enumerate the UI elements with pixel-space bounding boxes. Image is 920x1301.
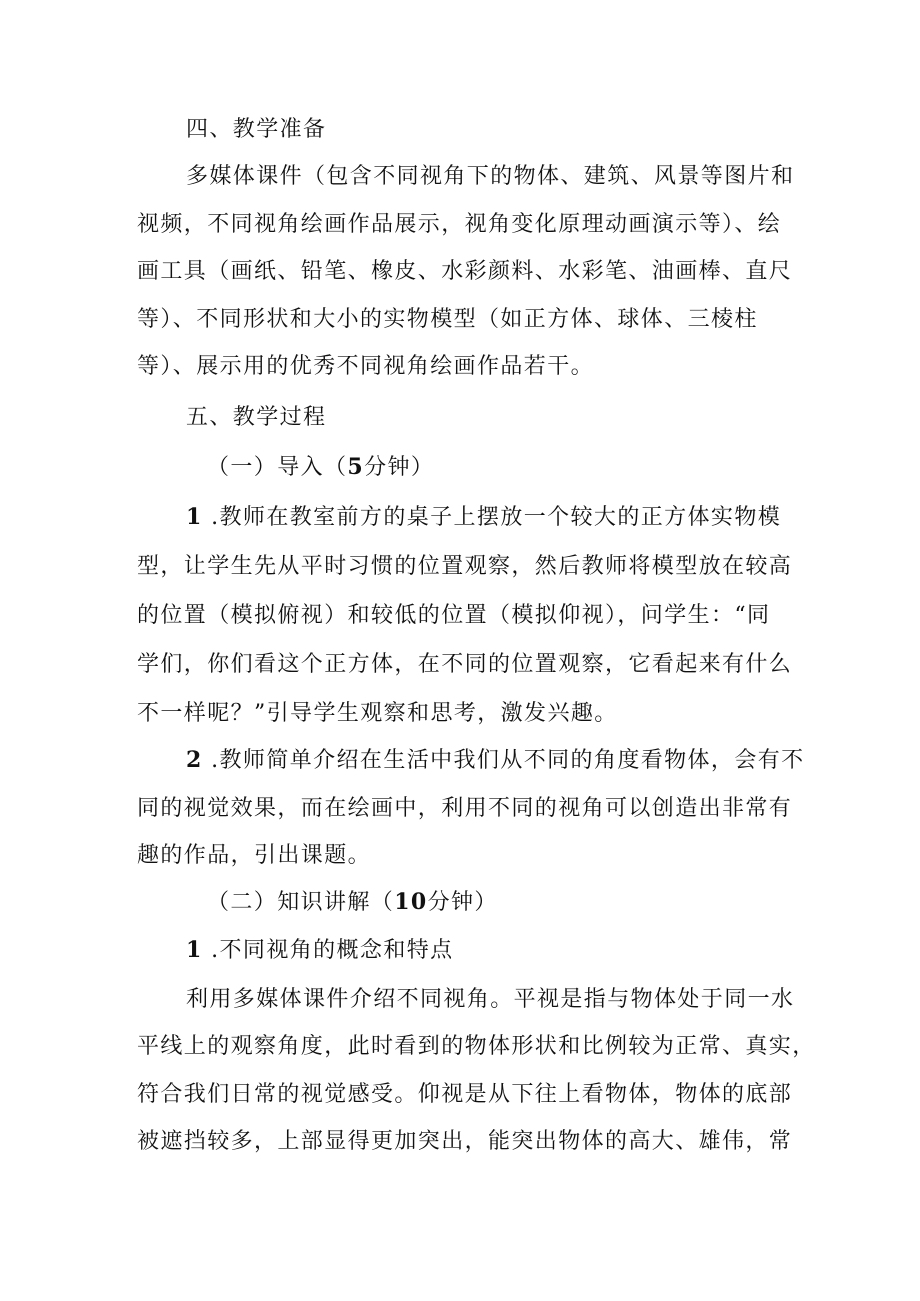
subsection-title-prefix: （二）知识讲解（ [207, 890, 395, 915]
section-heading-preparation: 四、教学准备 [186, 117, 327, 142]
item-text: .教师简单介绍在生活中我们从不同的角度看物体，会有不 [211, 748, 805, 773]
item-number: 1 [186, 504, 203, 530]
item-text: .不同视角的概念和特点 [211, 938, 454, 963]
paragraph-line: 多媒体课件（包含不同视角下的物体、建筑、风景等图片和 [186, 164, 795, 189]
subsection-title-intro [207, 452, 434, 483]
subsection-title-minutes: 5 [347, 454, 365, 480]
subsection-title-suffix: 分钟） [364, 455, 435, 480]
paragraph-line [186, 745, 805, 776]
subsection-title-knowledge [207, 887, 498, 918]
subsection-title-minutes: 10 [394, 889, 428, 915]
item-number: 2 [186, 747, 203, 773]
paragraph-line: 型，让学生先从平时习惯的位置观察，然后教师将模型放在较高 [137, 554, 793, 579]
paragraph-line: 等）、展示用的优秀不同视角绘画作品若干。 [137, 354, 595, 379]
paragraph-line: 学们，你们看这个正方体，在不同的位置观察，它看起来有什么 [137, 652, 793, 677]
knowledge-item-1-title [186, 935, 454, 966]
paragraph-line: 画工具（画纸、铅笔、橡皮、水彩颜料、水彩笔、油画棒、直尺 [137, 259, 793, 284]
paragraph-line: 被遮挡较多，上部显得更加突出，能突出物体的高大、雄伟，常 [137, 1129, 793, 1154]
subsection-title-suffix: 分钟） [427, 890, 498, 915]
paragraph-line: 的位置（模拟俯视）和较低的位置（模拟仰视），问学生：“同 [137, 603, 771, 628]
item-text: .教师在教室前方的桌子上摆放一个较大的正方体实物模 [211, 505, 782, 530]
section-heading-process: 五、教学过程 [186, 405, 327, 430]
paragraph-line: 视频，不同视角绘画作品展示，视角变化原理动画演示等）、绘 [137, 212, 782, 237]
paragraph-line: 等）、不同形状和大小的实物模型（如正方体、球体、三棱柱 [137, 307, 758, 332]
paragraph-line: 利用多媒体课件介绍不同视角。平视是指与物体处于同一水 [186, 987, 795, 1012]
paragraph-line: 不一样呢？”引导学生观察和思考，激发兴趣。 [137, 701, 618, 726]
paragraph-line: 平线上的观察角度，此时看到的物体形状和比例较为正常、真实， [137, 1034, 816, 1059]
paragraph-line: 趣的作品，引出课题。 [137, 843, 372, 868]
item-number: 1 [186, 937, 203, 963]
subsection-title-prefix: （一）导入（ [207, 455, 348, 480]
paragraph-line: 符合我们日常的视觉感受。仰视是从下往上看物体，物体的底部 [137, 1082, 793, 1107]
paragraph-line [186, 502, 781, 533]
paragraph-line: 同的视觉效果，而在绘画中，利用不同的视角可以创造出非常有 [137, 796, 793, 821]
